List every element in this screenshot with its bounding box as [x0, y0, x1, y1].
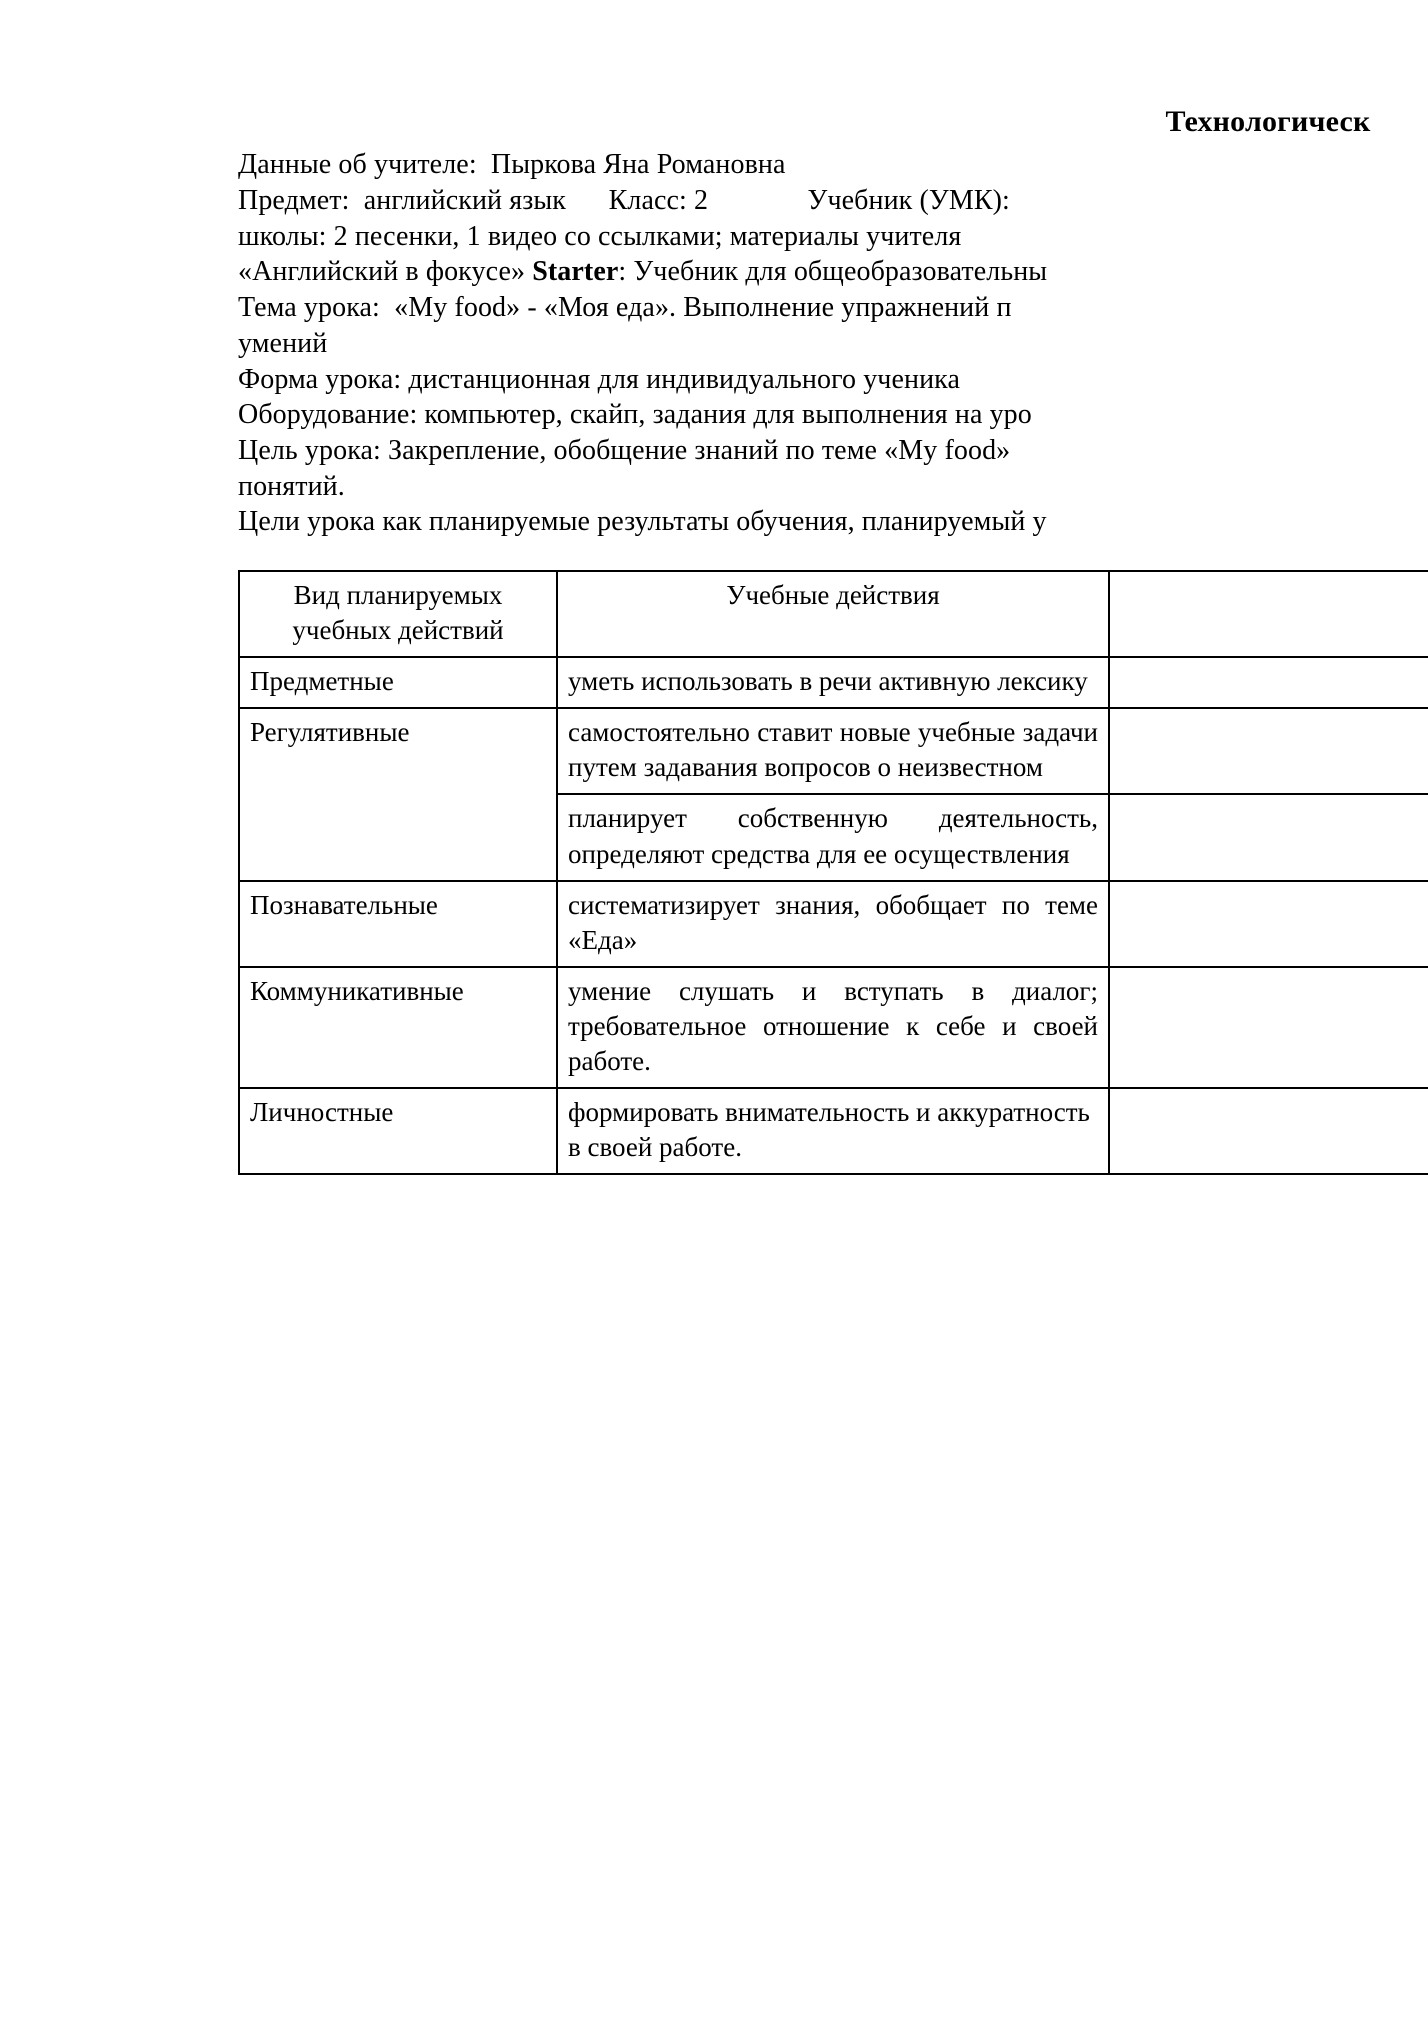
textbook-level: Starter: [532, 256, 619, 288]
page-title: Технологическ: [1165, 105, 1371, 138]
topic-line: [238, 290, 1428, 326]
table-header-type: [239, 571, 557, 657]
row-action: умение слушать и вступать в диалог; требовательное отношение к себе и своей работе.: [557, 967, 1109, 1088]
planned-actions-table: [238, 570, 1428, 1175]
teacher-value: Пыркова Яна Романовна: [490, 149, 786, 181]
row-type: Личностные: [239, 1088, 557, 1174]
textbook-label: Учебник (УМК):: [807, 185, 1010, 217]
textbook-line: [238, 254, 1428, 290]
table-row: [239, 657, 1428, 708]
topic-label: Тема урока:: [238, 292, 380, 324]
topic-value: «My food» - «Моя еда». Выполнение упражнений п: [394, 292, 1012, 324]
table-header-type-line2: учебных действий: [292, 615, 504, 646]
grade-value: 2: [694, 185, 709, 217]
subject-label: Предмет:: [238, 185, 350, 217]
row-action: планирует собственную деятельность, определяют средства для ее осуществления: [557, 794, 1109, 880]
row-third: [1109, 794, 1428, 880]
goal-line: Цель урока: Закрепление, обобщение знаний по теме «My food»: [238, 434, 1011, 466]
row-type: Предметные: [239, 657, 557, 708]
row-action: систематизирует знания, обобщает по теме «Еда»: [557, 881, 1109, 967]
textbook-suffix: : Учебник для общеобразовательны: [618, 256, 1048, 288]
row-type: Коммуникативные: [239, 967, 557, 1088]
table-header-actions: Учебные действия: [557, 571, 1109, 657]
table-header-type-line1: Вид планируемых: [293, 579, 503, 610]
lesson-form-line: Форма урока: дистанционная для индивидуального ученика: [238, 363, 960, 395]
table-row: [239, 708, 1428, 794]
row-type: Познавательные: [239, 881, 557, 967]
grade-label: Класс:: [608, 185, 687, 217]
row-type: Регулятивные: [239, 708, 557, 880]
table-header-third: [1109, 571, 1428, 657]
table-header-row: [239, 571, 1428, 657]
subject-line: [238, 183, 1428, 219]
row-third: [1109, 967, 1428, 1088]
row-action: уметь использовать в речи активную лексику: [557, 657, 1109, 708]
teacher-line: [238, 147, 1428, 183]
planned-results-line: Цели урока как планируемые результаты обучения, планируемый у: [238, 506, 1047, 538]
row-third: [1109, 881, 1428, 967]
equipment-line: Оборудование: компьютер, скайп, задания для выполнения на уро: [238, 399, 1032, 431]
table-row: [239, 881, 1428, 967]
row-third: [1109, 657, 1428, 708]
goal-line-continued: понятий.: [238, 470, 345, 502]
subject-value: английский язык: [363, 185, 566, 217]
teacher-label: Данные об учителе:: [238, 149, 477, 181]
resources-line: школы: 2 песенки, 1 видео со ссылками; материалы учителя: [238, 220, 962, 252]
row-action: самостоятельно ставит новые учебные задачи путем задавания вопросов о неизвестном: [557, 708, 1109, 794]
topic-line-continued: умений: [238, 327, 328, 359]
textbook-prefix: «Английский в фокусе»: [238, 256, 533, 288]
document-body: [238, 104, 1428, 1175]
row-third: [1109, 1088, 1428, 1174]
table-row: [239, 967, 1428, 1088]
row-action: формировать внимательность и аккуратность в своей работе.: [557, 1088, 1109, 1174]
row-third: [1109, 708, 1428, 794]
table-row: [239, 1088, 1428, 1174]
